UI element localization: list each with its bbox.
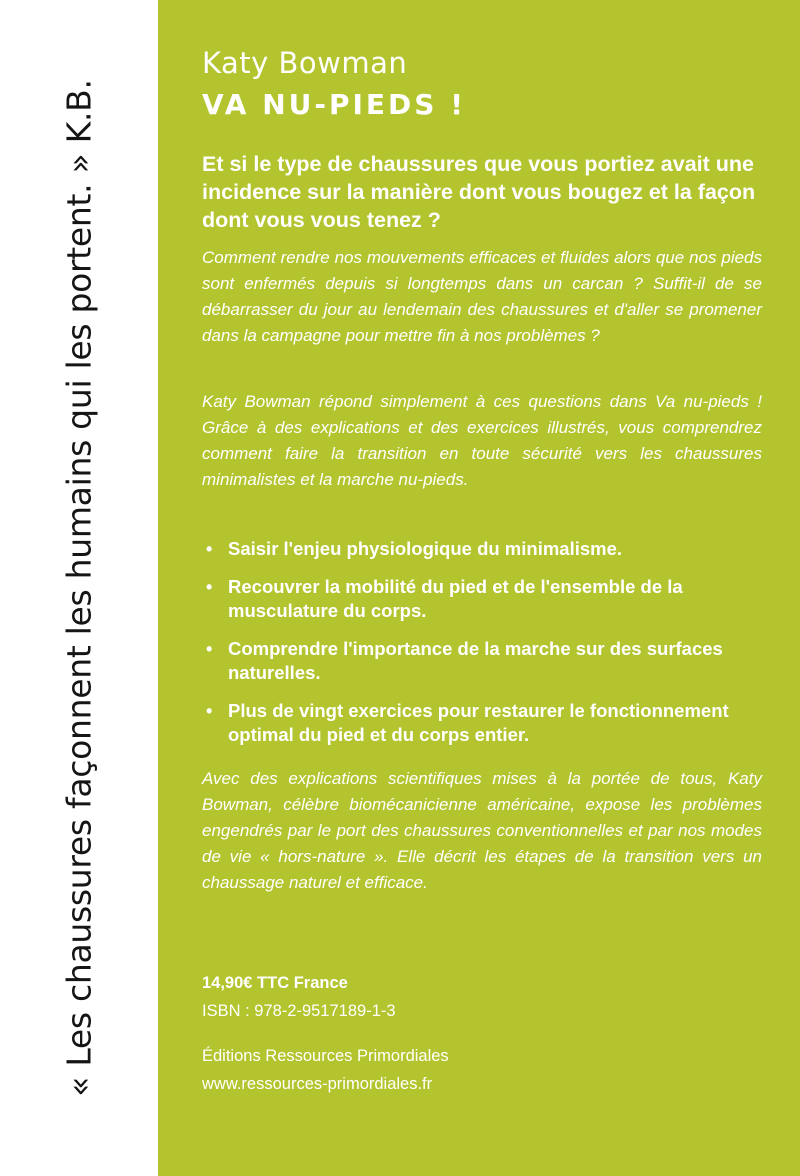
list-item xyxy=(204,637,734,685)
list-item-text: Plus de vingt exercices pour restaurer le fonctionnement optimal du pied et du corps entier. xyxy=(228,700,729,745)
isbn-label: ISBN : 978-2-9517189-1-3 xyxy=(202,1002,396,1020)
list-item xyxy=(204,699,734,747)
lead-question: Et si le type de chaussures que vous portiez avait une incidence sur la manière dont vous bougez et la façon dont vous vous tenez ? xyxy=(202,152,756,232)
bullet-icon: • xyxy=(206,577,213,597)
price-label: 14,90€ TTC France xyxy=(202,974,348,992)
book-spine xyxy=(0,0,158,1176)
list-item-text: Saisir l'enjeu physiologique du minimalisme. xyxy=(228,538,623,559)
list-item xyxy=(204,537,734,561)
bullet-icon: • xyxy=(206,701,213,721)
list-item-text: Comprendre l'importance de la marche sur des surfaces naturelles. xyxy=(228,638,723,683)
publisher-website: www.ressources-primordiales.fr xyxy=(202,1075,433,1093)
bullet-icon: • xyxy=(206,539,213,559)
author-name: Katy Bowman xyxy=(202,46,408,80)
list-item xyxy=(204,575,734,623)
closing-paragraph: Avec des explications scientifiques mises à la portée de tous, Katy Bowman, célèbre biomécanicienne américaine, expose les problèmes engendrés par le port des chaussures conventionnelles et par nos modes de vie « hors-nature ». Elle décrit les étapes de la transition vers un chaussage naturel et efficace. xyxy=(202,769,762,892)
description-paragraph: Katy Bowman répond simplement à ces questions dans Va nu-pieds ! Grâce à des explications et des exercices illustrés, vous comprendrez comment faire la transition en toute sécurité vers les chaussures minimalistes et la marche nu-pieds. xyxy=(202,392,762,489)
spine-quote: « Les chaussures façonnent les humains qui les portent. » K.B. xyxy=(59,79,99,1097)
benefits-list xyxy=(204,537,734,761)
list-item-text: Recouvrer la mobilité du pied et de l'ensemble de la musculature du corps. xyxy=(228,576,683,621)
book-title: VA NU-PIEDS ! xyxy=(202,88,466,121)
bullet-icon: • xyxy=(206,639,213,659)
intro-paragraph: Comment rendre nos mouvements efficaces et fluides alors que nos pieds sont enfermés depuis si longtemps dans un carcan ? Suffit-il de se débarrasser du jour au lendemain des chaussures et d'aller se promener dans la campagne pour mettre fin à nos problèmes ? xyxy=(202,248,762,345)
publisher-name: Éditions Ressources Primordiales xyxy=(202,1047,449,1065)
back-cover xyxy=(158,0,800,1176)
